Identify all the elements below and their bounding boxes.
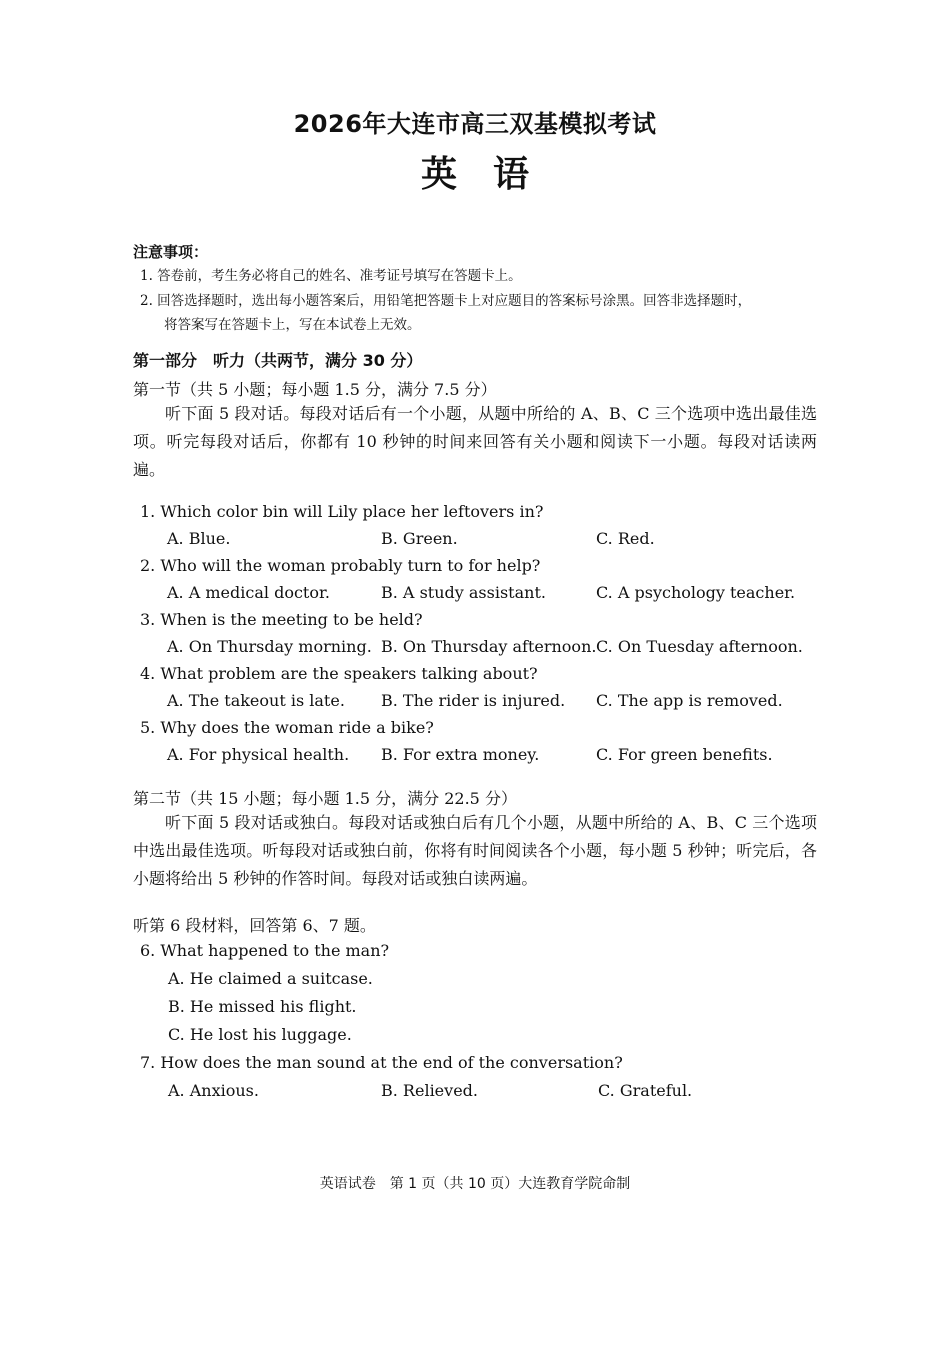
notice-item-2: 2. 回答选择题时，选出每小题答案后，用铅笔把答题卡上对应题目的答案标号涂黑。回答非选择题时， [140, 293, 752, 309]
question-7: 7. How does the man sound at the end of the conversation? [140, 1053, 623, 1072]
section1-heading: 第一节（共 5 小题；每小题 1.5 分，满分 7.5 分） [133, 380, 497, 399]
section2-heading: 第二节（共 15 小题；每小题 1.5 分，满分 22.5 分） [133, 789, 517, 808]
exam-title: 2026年大连市高三双基模拟考试 [293, 110, 657, 138]
question-4: 4. What problem are the speakers talking about? [140, 664, 538, 683]
subject-title: 英语 [420, 154, 565, 195]
section2-instruction: 听下面 5 段对话或独白。每段对话或独白后有几个小题，从题中所给的 A、B、C 三个选项中选出最佳选项。听每段对话或独白前，你将有时间阅读各个小题，每小题 5 秒钟；听完后，各小题将给出 5 秒钟的作答时间。每段对话或独白读两遍。 [133, 813, 817, 888]
question-2: 2. Who will the woman probably turn to for help? [140, 556, 541, 575]
q5-option-a: A. For physical health. [167, 745, 350, 764]
material-6-label: 听第 6 段材料，回答第 6、7 题。 [133, 916, 376, 935]
q7-option-a: A. Anxious. [168, 1081, 259, 1100]
q5-option-c: C. For green benefits. [596, 745, 773, 764]
notice-heading: 注意事项： [133, 243, 209, 261]
q1-option-a: A. Blue. [167, 529, 231, 548]
q2-option-a: A. A medical doctor. [167, 583, 330, 602]
q3-option-a: A. On Thursday morning. [167, 637, 372, 656]
q7-option-c: C. Grateful. [598, 1081, 693, 1100]
page-footer: 英语试卷 第 1 页（共 10 页）大连教育学院命制 [319, 1176, 631, 1192]
q5-option-b: B. For extra money. [381, 745, 540, 764]
q2-option-b: B. A study assistant. [381, 583, 546, 602]
q6-option-a: A. He claimed a suitcase. [168, 969, 373, 988]
q6-option-c: C. He lost his luggage. [168, 1025, 352, 1044]
q1-option-b: B. Green. [381, 529, 458, 548]
part1-heading: 第一部分 听力（共两节，满分 30 分） [133, 351, 423, 370]
notice-item-2-cont: 将答案写在答题卡上，写在本试卷上无效。 [164, 317, 421, 333]
q1-option-c: C. Red. [596, 529, 655, 548]
section1-instruction: 听下面 5 段对话。每段对话后有一个小题，从题中所给的 A、B、C 三个选项中选出最佳选项。听完每段对话后，你都有 10 秒钟的时间来回答有关小题和阅读下一小题。每段对话读两遍。 [133, 404, 817, 479]
question-3: 3. When is the meeting to be held? [140, 610, 423, 629]
q3-option-c: C. On Tuesday afternoon. [596, 637, 803, 656]
q7-option-b: B. Relieved. [381, 1081, 478, 1100]
notice-item-1: 1. 答卷前，考生务必将自己的姓名、准考证号填写在答题卡上。 [140, 268, 522, 284]
question-1: 1. Which color bin will Lily place her leftovers in? [140, 502, 544, 521]
q4-option-b: B. The rider is injured. [381, 691, 566, 710]
question-5: 5. Why does the woman ride a bike? [140, 718, 434, 737]
question-6: 6. What happened to the man? [140, 941, 390, 960]
q6-option-b: B. He missed his flight. [168, 997, 357, 1016]
q3-option-b: B. On Thursday afternoon. [381, 637, 597, 656]
q2-option-c: C. A psychology teacher. [596, 583, 796, 602]
q4-option-a: A. The takeout is late. [167, 691, 345, 710]
q4-option-c: C. The app is removed. [596, 691, 783, 710]
